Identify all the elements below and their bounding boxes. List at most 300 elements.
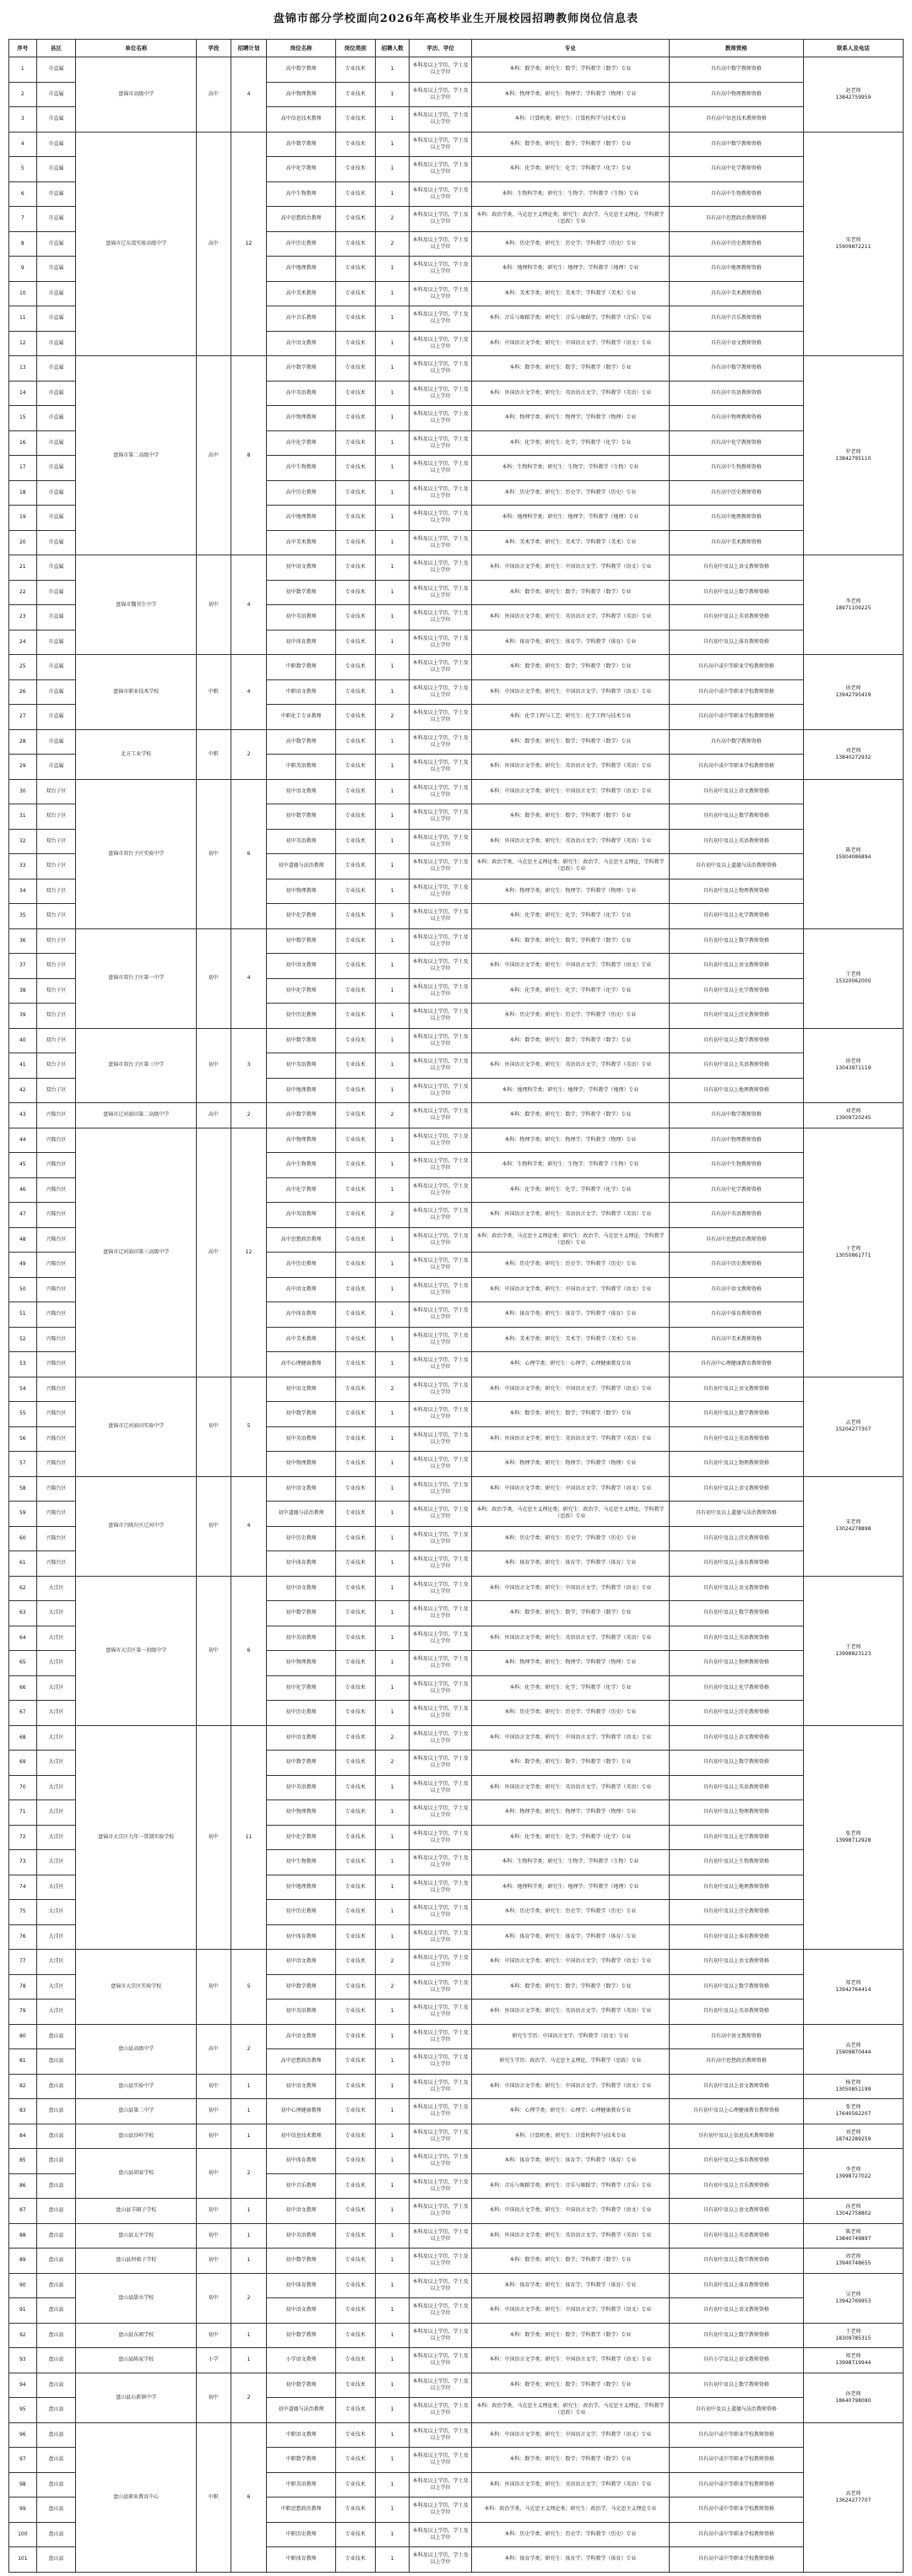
recruit-count: 1 [375,480,410,506]
education-requirement: 本科及以上学历，学士及以上学位 [410,1177,471,1203]
major-requirement: 本科：历史学类；研究生：历史学；学科教学（历史）专业 [471,1253,669,1278]
row-number: 101 [9,2547,37,2573]
education-requirement: 本科及以上学历，学士及以上学位 [410,2398,471,2423]
teacher-certificate: 具有高中思想政治教师资格 [669,2049,803,2075]
post-category: 专业技术 [335,580,375,605]
row-county: 大洼区 [36,1924,76,1950]
teacher-certificate: 具有高中或中等职业学校教师资格 [669,2422,803,2448]
major-requirement: 本科：体育学类；研究生：体育学；学科教学（体育）专业 [471,2149,669,2174]
post-name: 高中数学教师 [267,1103,335,1128]
teacher-certificate: 具有高中生物教师资格 [669,1153,803,1178]
table-row [9,1028,904,1053]
major-requirement: 本科：中国语言文学类；研究生：中国语言文学；学科教学（语文）专业 [471,679,669,705]
row-number: 1 [9,57,37,83]
teacher-certificate: 具有初中及以上物理教师资格 [669,879,803,904]
major-requirement: 本科：化学类；研究生：化学；学科教学（化学）专业 [471,157,669,182]
post-name: 初中语文教师 [267,2074,335,2099]
major-requirement: 本科：中国语言文学类；研究生：中国语言文学；学科教学（语文）专业 [471,2199,669,2224]
post-category: 专业技术 [335,331,375,356]
post-name: 初中化学教师 [267,904,335,929]
education-requirement: 本科及以上学历，学士及以上学位 [410,1028,471,1053]
post-name: 初中英语教师 [267,605,335,630]
education-requirement: 本科及以上学历，学士及以上学位 [410,854,471,879]
teacher-certificate: 具有高中语文教师资格 [669,1277,803,1302]
post-name: 中职语文教师 [267,2422,335,2448]
row-number: 39 [9,1004,37,1029]
education-requirement: 本科及以上学历，学士及以上学位 [410,879,471,904]
recruit-count: 1 [375,281,410,306]
education-requirement: 本科及以上学历，学士及以上学位 [410,2199,471,2224]
row-number: 88 [9,2223,37,2249]
row-county: 盘山县 [36,2173,76,2199]
row-number: 18 [9,480,37,506]
school-stage: 中职 [196,2422,231,2572]
table-row [9,57,904,83]
recruit-count: 1 [375,1302,410,1328]
teacher-certificate: 具有初中及以上数学教师资格 [669,928,803,954]
post-category: 专业技术 [335,2049,375,2075]
table-row [9,2124,904,2149]
row-number: 92 [9,2323,37,2348]
row-county: 大洼区 [36,1725,76,1751]
post-category: 专业技术 [335,2273,375,2298]
post-name: 中职英语教师 [267,2472,335,2498]
recruit-count: 1 [375,1028,410,1053]
school-name: 盘山县第二中学 [76,2099,197,2124]
recruit-count: 1 [375,356,410,382]
row-number: 24 [9,630,37,655]
row-number: 34 [9,879,37,904]
header-certificate: 教师资格 [669,40,803,57]
teacher-certificate: 具有初中及以上英语教师资格 [669,2000,803,2025]
recruit-count: 1 [375,1253,410,1278]
education-requirement: 本科及以上学历，学士及以上学位 [410,2472,471,2498]
major-requirement: 本科：音乐与舞蹈学类；研究生：音乐与舞蹈学；学科教学（音乐）专业 [471,2173,669,2199]
row-county: 双台子区 [36,1028,76,1053]
post-category: 专业技术 [335,506,375,531]
major-requirement: 本科：外国语言文学类；研究生：英语语言文学；学科教学（英语）专业 [471,1426,669,1452]
row-county: 市直属 [36,57,76,83]
recruit-count: 1 [375,381,410,406]
post-name: 初中语文教师 [267,2298,335,2324]
post-name: 初中英语教师 [267,1775,335,1800]
recruit-count: 1 [375,157,410,182]
post-category: 专业技术 [335,207,375,232]
major-requirement: 本科：数学类；研究生：数学；学科教学（数学）专业 [471,729,669,755]
teacher-certificate: 具有初中及以上语文教师资格 [669,2074,803,2099]
recruit-count: 1 [375,854,410,879]
major-requirement: 本科：计算机类；研究生：计算机科学与技术专业 [471,107,669,133]
row-county: 兴隆台区 [36,1502,76,1527]
recruit-count: 1 [375,1675,410,1701]
post-name: 初中体育教师 [267,630,335,655]
major-requirement: 本科：物理学类；研究生：物理学；学科教学（物理）专业 [471,82,669,107]
contact-info: 李老师 13998727022 [803,2149,903,2199]
post-name: 高中思想政治教师 [267,207,335,232]
teacher-certificate: 具有高中数学教师资格 [669,356,803,382]
education-requirement: 本科及以上学历，学士及以上学位 [410,2099,471,2124]
post-name: 高中化学教师 [267,430,335,456]
recruit-count: 1 [375,1924,410,1950]
row-number: 79 [9,2000,37,2025]
major-requirement: 本科：体育学类；研究生：体育学；学科教学（体育）专业 [471,1551,669,1577]
major-requirement: 本科：美术学类；研究生：美术学；学科教学（美术）专业 [471,530,669,555]
school-name: 盘锦市兴隆台区辽河中学 [76,1476,197,1576]
row-county: 大洼区 [36,1974,76,2000]
education-requirement: 本科及以上学历，学士及以上学位 [410,605,471,630]
major-requirement: 本科：中国语言文学类；研究生：中国语言文学；学科教学（语文）专业 [471,954,669,979]
major-requirement: 本科：数学类；研究生：数学；学科教学（数学）专业 [471,804,669,830]
education-requirement: 本科及以上学历，学士及以上学位 [410,1950,471,1975]
table-row [9,132,904,157]
post-category: 专业技术 [335,879,375,904]
education-requirement: 本科及以上学历，学士及以上学位 [410,1203,471,1228]
contact-info: 高老师 13624277707 [803,2422,903,2572]
post-name: 中职英语教师 [267,755,335,780]
teacher-certificate: 具有初中及以上语文教师资格 [669,1377,803,1402]
teacher-certificate: 具有初中及以上英语教师资格 [669,829,803,854]
education-requirement: 本科及以上学历，学士及以上学位 [410,1227,471,1253]
post-category: 专业技术 [335,1028,375,1053]
row-number: 46 [9,1177,37,1203]
row-county: 大洼区 [36,1751,76,1776]
school-name: 盘锦市辽河油田第三高级中学 [76,1128,197,1377]
major-requirement: 研究生学历：政治学、马克思主义理论、学科教学（思政）专业 [471,2049,669,2075]
recruit-count: 1 [375,430,410,456]
row-number: 62 [9,1576,37,1601]
row-county: 市直属 [36,132,76,157]
recruit-count: 1 [375,1402,410,1427]
row-number: 44 [9,1128,37,1153]
row-county: 市直属 [36,107,76,133]
recruit-count: 1 [375,1128,410,1153]
teacher-certificate: 具有初中及以上数学教师资格 [669,1974,803,2000]
row-county: 盘山县 [36,2472,76,2498]
row-county: 市直属 [36,157,76,182]
row-county: 双台子区 [36,1004,76,1029]
recruit-plan: 2 [231,2149,267,2199]
teacher-certificate: 具有初中及以上体育教师资格 [669,1924,803,1950]
recruit-plan: 12 [231,1128,267,1377]
row-county: 市直属 [36,82,76,107]
recruit-count: 1 [375,2547,410,2573]
major-requirement: 本科：数学类；研究生：数学；学科教学（数学）专业 [471,132,669,157]
recruit-plan: 6 [231,779,267,928]
row-number: 87 [9,2199,37,2224]
major-requirement: 本科：外国语言文学类；研究生：英语语言文学；学科教学（英语）专业 [471,1626,669,1651]
post-name: 高中语文教师 [267,331,335,356]
teacher-certificate: 具有初中及以上历史教师资格 [669,1526,803,1551]
post-name: 中职体育教师 [267,2547,335,2573]
header-major: 专业 [471,40,669,57]
major-requirement: 本科：数学类；研究生：数学；学科教学（数学）专业 [471,2249,669,2274]
row-county: 兴隆台区 [36,1227,76,1253]
post-name: 高中英语教师 [267,1203,335,1228]
recruit-count: 1 [375,1227,410,1253]
post-name: 初中数学教师 [267,1402,335,1427]
row-county: 市直属 [36,406,76,431]
recruit-count: 1 [375,2448,410,2473]
education-requirement: 本科及以上学历，学士及以上学位 [410,2373,471,2398]
post-name: 初中数学教师 [267,1974,335,2000]
recruit-count: 1 [375,555,410,581]
education-requirement: 本科及以上学历，学士及以上学位 [410,1128,471,1153]
recruit-count: 1 [375,57,410,83]
post-name: 高中物理教师 [267,1128,335,1153]
post-category: 专业技术 [335,356,375,382]
row-county: 盘山县 [36,2099,76,2124]
teacher-certificate: 具有初中及以上体育教师资格 [669,1551,803,1577]
post-name: 高中信息技术教师 [267,107,335,133]
post-name: 初中道德与法治教师 [267,1502,335,1527]
row-county: 双台子区 [36,879,76,904]
major-requirement: 本科：美术学类；研究生：美术学；学科教学（美术）专业 [471,281,669,306]
row-number: 60 [9,1526,37,1551]
row-county: 双台子区 [36,1078,76,1103]
recruit-count: 1 [375,1476,410,1502]
education-requirement: 本科及以上学历，学士及以上学位 [410,2323,471,2348]
table-body [9,57,904,2573]
recruit-count: 1 [375,456,410,481]
post-category: 专业技术 [335,1177,375,1203]
row-county: 大洼区 [36,1601,76,1626]
education-requirement: 本科及以上学历，学士及以上学位 [410,1352,471,1377]
school-name: 盘山县东郭学校 [76,2323,197,2348]
post-name: 高中化学教师 [267,1177,335,1203]
school-name: 盘山县职业教育中心 [76,2422,197,2572]
education-requirement: 本科及以上学历，学士及以上学位 [410,655,471,680]
education-requirement: 本科及以上学历，学士及以上学位 [410,580,471,605]
school-stage: 高中 [196,57,231,133]
teacher-certificate: 具有高中物理教师资格 [669,1128,803,1153]
major-requirement: 本科：化学类；研究生：化学；学科教学（化学）专业 [471,1177,669,1203]
row-number: 26 [9,679,37,705]
row-number: 8 [9,231,37,257]
school-name: 盘锦市辽东湾实验高级中学 [76,132,197,356]
row-number: 4 [9,132,37,157]
post-category: 专业技术 [335,2398,375,2423]
post-name: 高中数学教师 [267,356,335,382]
teacher-certificate: 具有高中美术教师资格 [669,281,803,306]
school-name: 盘山县羊圈子学校 [76,2199,197,2224]
teacher-certificate: 具有初中及以上地理教师资格 [669,1078,803,1103]
teacher-certificate: 具有初中及以上物理教师资格 [669,1651,803,1676]
education-requirement: 本科及以上学历，学士及以上学位 [410,1751,471,1776]
row-number: 10 [9,281,37,306]
contact-info: 杨老师 13050851199 [803,2074,903,2099]
recruit-plan: 1 [231,2249,267,2274]
education-requirement: 本科及以上学历，学士及以上学位 [410,1900,471,1925]
row-number: 90 [9,2273,37,2298]
post-name: 初中语文教师 [267,1377,335,1402]
major-requirement: 本科：美术学类；研究生：美术学；学科教学（美术）专业 [471,1327,669,1352]
post-name: 初中物理教师 [267,1800,335,1826]
header-county: 县区 [36,40,76,57]
education-requirement: 本科及以上学历，学士及以上学位 [410,2448,471,2473]
major-requirement: 本科：中国语言文学类；研究生：中国语言文学；学科教学（语文）专业 [471,1277,669,1302]
major-requirement: 本科：数学类；研究生：数学；学科教学（数学）专业 [471,580,669,605]
row-county: 市直属 [36,430,76,456]
teacher-certificate: 具有高中历史教师资格 [669,1253,803,1278]
row-county: 盘山县 [36,2522,76,2547]
major-requirement: 本科：政治学类、马克思主义理论类；研究生：政治学、马克思主义理论、学科教学（思政）专业 [471,854,669,879]
row-county: 兴隆台区 [36,1253,76,1278]
school-name: 盘锦市双台子区第三中学 [76,1028,197,1103]
contact-info: 孟老师 15204277307 [803,1377,903,1476]
row-county: 盘山县 [36,2149,76,2174]
post-category: 专业技术 [335,1825,375,1850]
teacher-certificate: 具有初中及以上历史教师资格 [669,1900,803,1925]
school-name: 盘锦市职业技术学校 [76,655,197,730]
post-name: 高中物理教师 [267,406,335,431]
row-number: 51 [9,1302,37,1328]
teacher-certificate: 具有初中及以上语文教师资格 [669,2298,803,2324]
recruit-count: 1 [375,580,410,605]
school-name: 盘山县石新镇中学 [76,2373,197,2422]
recruit-count: 1 [375,605,410,630]
major-requirement: 本科：体育学类；研究生：体育学；学科教学（体育）专业 [471,630,669,655]
teacher-certificate: 具有高中美术教师资格 [669,530,803,555]
recruit-count: 1 [375,2348,410,2373]
post-category: 专业技术 [335,1974,375,2000]
education-requirement: 本科及以上学历，学士及以上学位 [410,57,471,83]
teacher-certificate: 具有高中地理教师资格 [669,506,803,531]
post-name: 中职化工专业教师 [267,705,335,730]
education-requirement: 本科及以上学历，学士及以上学位 [410,430,471,456]
education-requirement: 本科及以上学历，学士及以上学位 [410,1327,471,1352]
table-row [9,2422,904,2448]
header-contact: 联系人及电话 [803,40,903,57]
education-requirement: 本科及以上学历，学士及以上学位 [410,2173,471,2199]
post-name: 初中历史教师 [267,1900,335,1925]
school-stage: 初中 [196,2373,231,2422]
education-requirement: 本科及以上学历，学士及以上学位 [410,1302,471,1328]
major-requirement: 本科：体育学类；研究生：体育学；学科教学（体育）专业 [471,2547,669,2573]
post-name: 初中化学教师 [267,978,335,1004]
recruit-count: 1 [375,1452,410,1477]
row-number: 33 [9,854,37,879]
major-requirement: 本科：数学类；研究生：数学；学科教学（数学）专业 [471,1402,669,1427]
education-requirement: 本科及以上学历，学士及以上学位 [410,456,471,481]
row-number: 89 [9,2249,37,2274]
row-number: 16 [9,430,37,456]
recruit-plan: 1 [231,2348,267,2373]
row-number: 29 [9,755,37,780]
teacher-certificate: 具有高中美术教师资格 [669,1327,803,1352]
recruit-count: 1 [375,2124,410,2149]
post-name: 初中语文教师 [267,1476,335,1502]
education-requirement: 本科及以上学历，学士及以上学位 [410,2273,471,2298]
recruit-count: 1 [375,630,410,655]
post-name: 高中体育教师 [267,1302,335,1328]
school-stage: 高中 [196,356,231,555]
recruit-count: 1 [375,804,410,830]
recruit-count: 1 [375,530,410,555]
education-requirement: 本科及以上学历，学士及以上学位 [410,1377,471,1402]
row-county: 兴隆台区 [36,1128,76,1153]
school-name: 盘山县陈家学校 [76,2348,197,2373]
recruit-count: 1 [375,2223,410,2249]
row-county: 市直属 [36,306,76,332]
school-name: 盘山县高级中学 [76,2024,197,2074]
post-category: 专业技术 [335,854,375,879]
major-requirement: 本科：中国语言文学类；研究生：中国语言文学；学科教学（语文）专业 [471,1725,669,1751]
row-number: 45 [9,1153,37,1178]
teacher-certificate: 具有高中或中等职业学校教师资格 [669,2472,803,2498]
row-county: 大洼区 [36,1825,76,1850]
education-requirement: 本科及以上学历，学士及以上学位 [410,2024,471,2049]
row-number: 75 [9,1900,37,1925]
table-header-row [9,40,904,57]
major-requirement: 本科：音乐与舞蹈学类；研究生：音乐与舞蹈学；学科教学（音乐）专业 [471,306,669,332]
row-county: 双台子区 [36,779,76,804]
recruit-count: 1 [375,2149,410,2174]
row-number: 22 [9,580,37,605]
post-category: 专业技术 [335,2173,375,2199]
post-name: 初中英语教师 [267,829,335,854]
recruit-plan: 4 [231,555,267,655]
row-number: 53 [9,1352,37,1377]
major-requirement: 本科：生物科学类；研究生：生物学；学科教学（生物）专业 [471,1153,669,1178]
education-requirement: 本科及以上学历，学士及以上学位 [410,132,471,157]
row-county: 市直属 [36,605,76,630]
teacher-certificate: 具有高中信息技术教师资格 [669,107,803,133]
recruit-plan: 1 [231,2099,267,2124]
major-requirement: 本科：数学类；研究生：数学；学科教学（数学）专业 [471,1103,669,1128]
school-stage: 初中 [196,1725,231,1950]
table-row [9,1576,904,1601]
teacher-certificate: 具有初中及以上数学教师资格 [669,1402,803,1427]
row-county: 大洼区 [36,2000,76,2025]
post-category: 专业技术 [335,2298,375,2324]
row-number: 83 [9,2099,37,2124]
major-requirement: 本科：中国语言文学类；研究生：中国语言文学；学科教学（语文）专业 [471,555,669,581]
row-number: 61 [9,1551,37,1577]
row-county: 市直属 [36,480,76,506]
major-requirement: 本科：计算机类；研究生：计算机科学与技术专业 [471,2124,669,2149]
recruit-count: 1 [375,2323,410,2348]
post-name: 高中地理教师 [267,257,335,282]
post-category: 专业技术 [335,2199,375,2224]
post-name: 初中历史教师 [267,1004,335,1029]
school-name: 盘山县胡家学校 [76,2149,197,2199]
recruit-count: 1 [375,2000,410,2025]
row-number: 86 [9,2173,37,2199]
major-requirement: 本科：历史学类；研究生：历史学；学科教学（历史）专业 [471,2522,669,2547]
teacher-certificate: 具有初中及以上数学教师资格 [669,1028,803,1053]
post-category: 专业技术 [335,2448,375,2473]
row-county: 盘山县 [36,2074,76,2099]
teacher-certificate: 具有高中历史教师资格 [669,231,803,257]
recruit-count: 2 [375,207,410,232]
row-county: 双台子区 [36,804,76,830]
teacher-certificate: 具有初中及以上历史教师资格 [669,1004,803,1029]
recruit-count: 1 [375,1875,410,1900]
row-county: 市直属 [36,181,76,207]
major-requirement: 本科：体育学类；研究生：体育学；学科教学（体育）专业 [471,1924,669,1950]
school-stage: 初中 [196,1950,231,2025]
contact-info: 王老师 13998823123 [803,1576,903,1725]
teacher-certificate: 具有初中及以上体育教师资格 [669,2273,803,2298]
post-category: 专业技术 [335,1253,375,1278]
row-county: 盘山县 [36,2024,76,2049]
education-requirement: 本科及以上学历，学士及以上学位 [410,2074,471,2099]
recruit-plan: 11 [231,1725,267,1950]
teacher-certificate: 具有初中及以上数学教师资格 [669,2323,803,2348]
education-requirement: 本科及以上学历，学士及以上学位 [410,406,471,431]
row-number: 55 [9,1402,37,1427]
row-number: 15 [9,406,37,431]
